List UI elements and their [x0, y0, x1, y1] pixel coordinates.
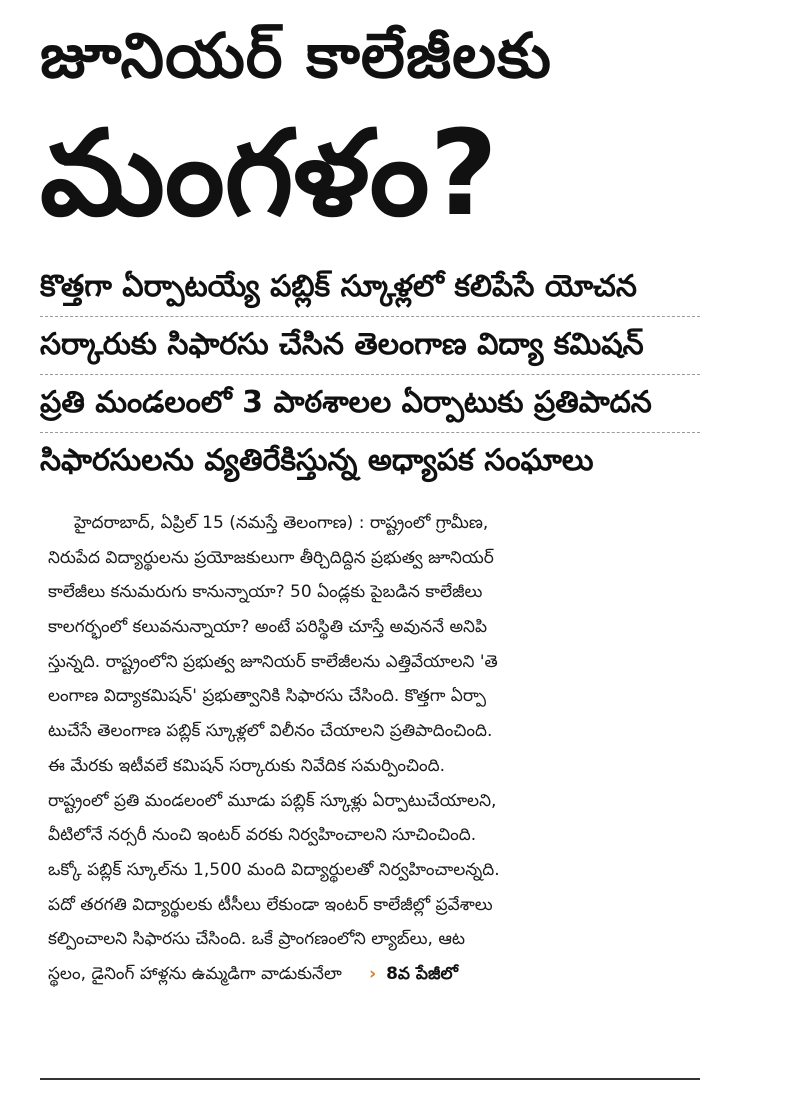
headline-line-1: జూనియర్ కాలేజీలకు	[40, 19, 552, 92]
headline-line-2: మంగళం?	[40, 104, 498, 242]
deck-divider	[40, 432, 700, 433]
body-line: కాలగర్భంలో కలువనున్నాయా? అంటే పరిస్థితి చూస్తే అవుననే అనిపి	[48, 617, 488, 638]
body-line: హైదరాబాద్, ఏప్రిల్ 15 (నమస్తే తెలంగాణ) : రాష్ట్రంలో గ్రామీణ,	[74, 513, 489, 533]
body-line: టుచేసే తెలంగాణ పబ్లిక్ స్కూళ్లలో విలీనం చేయాలని ప్రతిపాదించింది.	[48, 721, 493, 742]
deck-divider	[40, 316, 700, 317]
body-line-last	[48, 957, 698, 992]
body-line-text: స్థలం, డైనింగ్ హాళ్లను ఉమ్మడిగా వాడుకునేలా	[48, 963, 342, 984]
deck-line-1: కొత్తగా ఏర్పాటయ్యే పబ్లిక్ స్కూళ్లలో కలిపేసే యోచన	[40, 269, 637, 304]
body-line: స్తున్నది. రాష్ట్రంలోని ప్రభుత్వ జూనియర్ కాలేజీలను ఎత్తివేయాలని 'తె	[48, 651, 498, 672]
bottom-divider	[40, 1078, 700, 1080]
continued-on-page	[369, 957, 458, 992]
body-line: రాష్ట్రంలో ప్రతి మండలంలో మూడు పబ్లిక్ స్కూళ్లు ఏర్పాటుచేయాలని,	[48, 790, 497, 811]
deck-line-3: ప్రతి మండలంలో 3 పాఠశాలల ఏర్పాటుకు ప్రతిపాదన	[40, 385, 652, 420]
body-line: కల్పించాలని సిఫారసు చేసింది. ఒకే ప్రాంగణంలోని ల్యాబ్‌లు, ఆట	[48, 929, 466, 950]
article-body	[48, 506, 698, 992]
body-line: పదో తరగతి విద్యార్థులకు టీసీలు లేకుండా ఇంటర్ కాలేజీల్లో ప్రవేశాలు	[48, 894, 493, 915]
body-line: వీటిలోనే నర్సరీ నుంచి ఇంటర్ వరకు నిర్వహించాలని సూచించింది.	[48, 825, 477, 846]
chevron-right-icon: ›	[369, 963, 377, 984]
deck-divider	[40, 374, 700, 375]
deck-line-2: సర్కారుకు సిఫారసు చేసిన తెలంగాణ విద్యా కమిషన్	[40, 327, 644, 362]
body-line: కాలేజీలు కనుమరుగు కానున్నాయా? 50 ఏండ్లకు పైబడిన కాలేజీలు	[48, 582, 483, 603]
deck-line-4: సిఫారసులను వ్యతిరేకిస్తున్న అధ్యాపక సంఘాలు	[40, 443, 594, 478]
body-line: ఈ మేరకు ఇటీవలే కమిషన్ సర్కారుకు నివేదిక సమర్పించింది.	[48, 755, 446, 776]
body-line: నిరుపేద విద్యార్థులను ప్రయోజకులుగా తీర్చిదిద్దిన ప్రభుత్వ జూనియర్	[48, 547, 494, 568]
body-line: ఒక్కో పబ్లిక్ స్కూల్‌ను 1,500 మంది విద్యార్థులతో నిర్వహించాలన్నది.	[48, 859, 500, 880]
continued-label: 8వ పేజీలో	[386, 963, 458, 984]
body-line: లంగాణ విద్యాకమిషన్' ప్రభుత్వానికి సిఫారసు చేసింది. కొత్తగా ఏర్పా	[48, 686, 487, 707]
